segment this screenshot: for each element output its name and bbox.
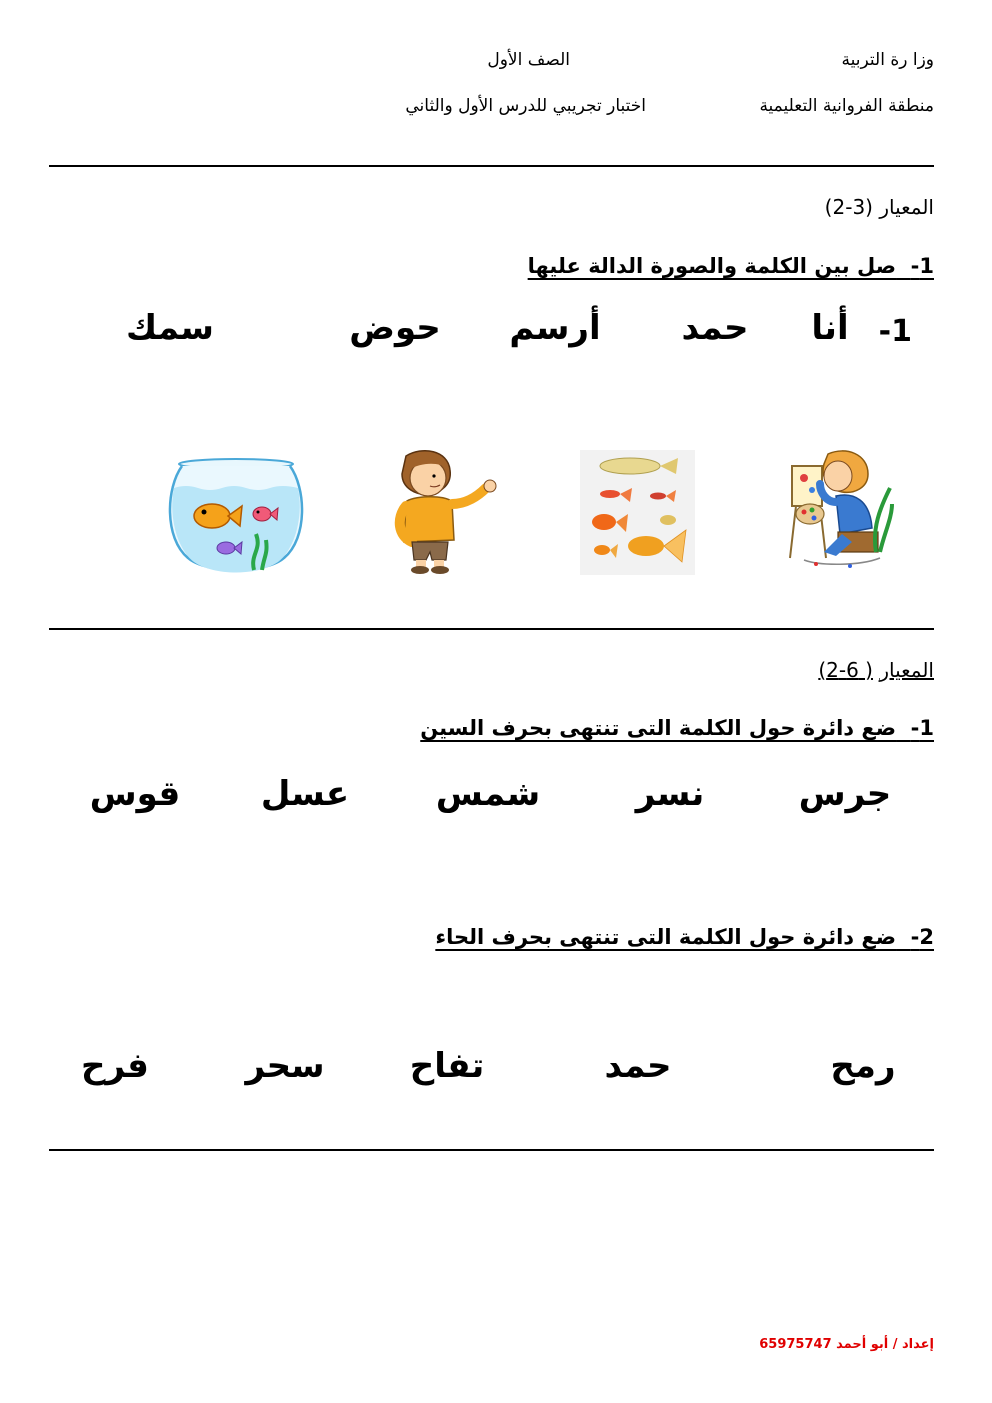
boy-picture[interactable]	[382, 448, 512, 576]
circle-word[interactable]: تفاح	[409, 1046, 485, 1086]
question-text: صل بين الكلمة والصورة الدالة عليها	[527, 254, 897, 278]
ministry-label: وزا رة التربية	[841, 50, 934, 70]
match-word[interactable]: حمد	[681, 308, 749, 348]
circle-word[interactable]: فرح	[81, 1046, 149, 1086]
criterion-code: ( 6-2)	[818, 658, 873, 682]
bottom-divider	[49, 1149, 934, 1151]
question-text: ضع دائرة حول الكلمة التى تنتهى بحرف السين	[420, 716, 897, 740]
district-label: منطقة الفروانية التعليمية	[759, 96, 934, 116]
criterion-code: (3-2)	[824, 195, 873, 219]
match-word[interactable]: أرسم	[509, 308, 601, 348]
match-word[interactable]: حوض	[349, 308, 441, 348]
circle-word[interactable]: قوس	[89, 774, 181, 814]
question-1-line	[528, 254, 934, 278]
question-2-2-line	[435, 925, 934, 949]
criterion-1	[825, 195, 934, 219]
question-number: 1-	[910, 716, 934, 740]
fishbowl-picture[interactable]	[166, 458, 306, 578]
painting-child-picture[interactable]	[780, 448, 895, 576]
fish-icon	[660, 515, 676, 525]
circle-word[interactable]: سحر	[245, 1046, 325, 1086]
question-number: 2-	[910, 925, 934, 949]
question-2-1-line	[420, 716, 934, 740]
exam-title: اختبار تجريبي للدرس الأول والثاني	[405, 96, 646, 116]
fish-picture[interactable]	[580, 450, 695, 575]
criterion-2	[818, 658, 934, 682]
circle-word[interactable]: جرس	[798, 774, 892, 814]
row-number: 1-	[878, 314, 912, 349]
circle-word[interactable]: حمد	[604, 1046, 672, 1086]
prepared-by: إعداد / أبو أحمد 65975747	[759, 1337, 934, 1352]
question-text: ضع دائرة حول الكلمة التى تنتهى بحرف الحاء	[435, 925, 897, 949]
circle-word[interactable]: نسر	[635, 774, 705, 814]
circle-word[interactable]: شمس	[435, 774, 541, 814]
header-divider	[49, 165, 934, 167]
criterion-label: المعيار	[879, 658, 934, 682]
criterion-label: المعيار	[879, 195, 934, 219]
grade-label: الصف الأول	[487, 50, 570, 70]
question-number: 1-	[910, 254, 934, 278]
circle-word[interactable]: عسل	[260, 774, 350, 814]
circle-word[interactable]: رمح	[830, 1046, 896, 1086]
match-word[interactable]: سمك	[126, 308, 214, 348]
section-divider	[49, 628, 934, 630]
match-word[interactable]: أنا	[811, 308, 849, 348]
